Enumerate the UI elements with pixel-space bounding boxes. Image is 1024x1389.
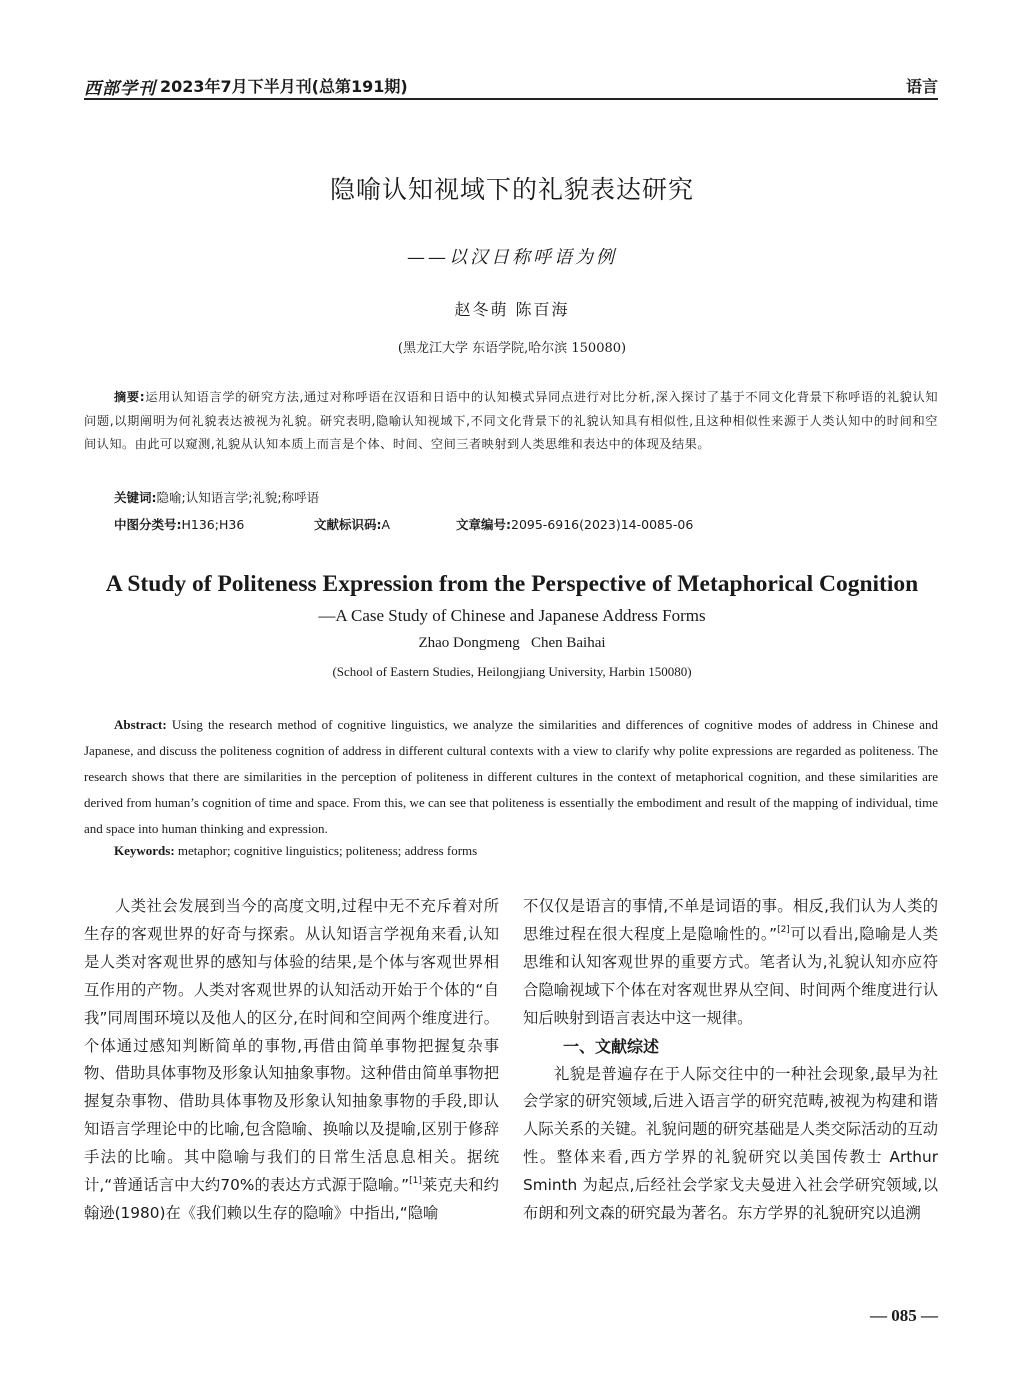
- body-text: 不仅仅是语言的事情,不单是词语的事。相反,我们认为人类的思维过程在很大程度上是隐喻性的。”: [523, 897, 938, 943]
- section-heading: 一、文献综述: [563, 1036, 660, 1056]
- header-rule: [84, 98, 938, 100]
- paper-title-cn: 隐喻认知视域下的礼貌表达研究: [329, 175, 694, 204]
- page-number: — 085 —: [870, 1306, 938, 1325]
- abstract-cn-label: 摘要:: [114, 390, 146, 404]
- paper-subtitle-en: —A Case Study of Chinese and Japanese Address Forms: [318, 606, 706, 625]
- citation-ref: [2]: [777, 924, 790, 935]
- affiliation-en: (School of Eastern Studies, Heilongjiang University, Harbin 150080): [332, 664, 692, 679]
- body-paragraph: [523, 893, 938, 1033]
- abstract-cn: [84, 386, 938, 457]
- body-column-left: [84, 893, 499, 1228]
- authors-cn: 赵冬萌 陈百海: [454, 300, 570, 319]
- body-text: 可以看出,隐喻是人类思维和认知客观世界的重要方式。笔者认为,礼貌认知亦应符合隐喻视域下个体在对客观世界从空间、时间两个维度进行认知后映射到语言表达中这一规律。: [523, 924, 938, 1027]
- body-text: 人类社会发展到当今的高度文明,过程中无不充斥着对所生存的客观世界的好奇与探索。从认知语言学视角来看,认知是人类对客观世界的感知与体验的结果,是个体与客观世界相互作用的产物。人类对客观世界的认知活动开始于个体的“自我”同周围环境以及他人的区分,在时间和空间两个维度进行。个体通过感知判断简单的事物,再借由简单事物把握复杂事物、借助具体事物及形象认知抽象事物。这种借由简单事物把握复杂事物、借助具体事物及形象认知抽象事物的手段,即认知语言学理论中的比喻,包含隐喻、换喻以及提喻,区别于修辞手法的比喻。其中隐喻与我们的日常生活息息相关。据统计,“普通话言中大约70%的表达方式源于隐喻。”: [84, 897, 499, 1195]
- body-text: 莱克夫和约翰逊(1980)在《我们赖以生存的隐喻》中指出,“隐喻: [84, 1176, 499, 1222]
- body-column-right: [523, 893, 938, 1228]
- body-paragraph: 礼貌是普遍存在于人际交往中的一种社会现象,最早为社会学家的研究领域,后进入语言学的研究范畴,被视为构建和谐人际关系的关键。礼貌问题的研究基础是人类交际活动的互动性。整体来看,西方学界的礼貌研究以美国传教士 Arthur Sminth 为起点,后经社会学家戈夫曼进入社会学研究领域,以布朗和列文森的研究最为著名。东方学界的礼貌研究以追溯: [523, 1064, 938, 1223]
- journal-name: 西部学刊: [84, 79, 156, 99]
- section-tag: 语言: [905, 77, 938, 96]
- clc-label: 中图分类号:: [114, 517, 182, 532]
- abstract-en-text: Using the research method of cognitive linguistics, we analyze the similarities and differences of cognitive modes of address in Chinese and Japanese, and discuss the politeness cognition of address in different cultural contexts with a view to clarify why polite expressions are regarded as politeness. The research shows that there are similarities in the perception of politeness in different cultures in the context of metaphorical cognition, and these similarities are derived from human’s cognition of time and space. From this, we can see that politeness is essentially the embodiment and result of the mapping of individual, time and space into human thinking and expression.: [84, 717, 939, 836]
- issue-info: 2023年7月下半月刊(总第191期): [160, 77, 408, 96]
- clc-value: H136;H36: [181, 517, 245, 532]
- keywords-en-text: metaphor; cognitive linguistics; politeness; address forms: [177, 843, 478, 858]
- authors-en: Zhao Dongmeng Chen Baihai: [418, 635, 606, 651]
- affiliation-cn: (黑龙江大学 东语学院,哈尔滨 150080): [397, 341, 627, 356]
- article-number: [456, 515, 693, 533]
- doc-label: 文献标识码:: [314, 517, 382, 532]
- doc-value: A: [381, 517, 391, 532]
- keywords-cn-text: 隐喻;认知语言学;礼貌;称呼语: [156, 490, 320, 505]
- paper-title-en: A Study of Politeness Expression from the Perspective of Metaphorical Cognition: [105, 571, 919, 597]
- keywords-cn: [114, 488, 938, 506]
- abstract-en: [84, 712, 938, 842]
- keywords-en-label: Keywords:: [114, 843, 175, 858]
- clc-code: [114, 515, 244, 533]
- abstract-en-label: Abstract:: [114, 717, 167, 732]
- body-paragraph: [84, 893, 499, 1228]
- article-label: 文章编号:: [456, 517, 511, 532]
- citation-ref: [1]: [409, 1176, 422, 1187]
- abstract-cn-text: 运用认知语言学的研究方法,通过对称呼语在汉语和日语中的认知模式异同点进行对比分析,深入探讨了基于不同文化背景下称呼语的礼貌认知问题,以期阐明为何礼貌表达被视为礼貌。研究表明,隐喻认知视域下,不同文化背景下的礼貌认知具有相似性,且这种相似性来源于人类认知中的时间和空间认知。由此可以窥测,礼貌从认知本质上而言是个体、时间、空间三者映射到人类思维和表达中的体现及结果。: [84, 390, 939, 451]
- doc-code: [314, 515, 390, 533]
- article-value: 2095-6916(2023)14-0085-06: [511, 517, 694, 532]
- keywords-cn-label: 关键词:: [114, 490, 157, 505]
- keywords-en: [114, 843, 938, 859]
- paper-subtitle-cn: ——以汉日称呼语为例: [407, 247, 617, 268]
- running-header: [84, 70, 938, 100]
